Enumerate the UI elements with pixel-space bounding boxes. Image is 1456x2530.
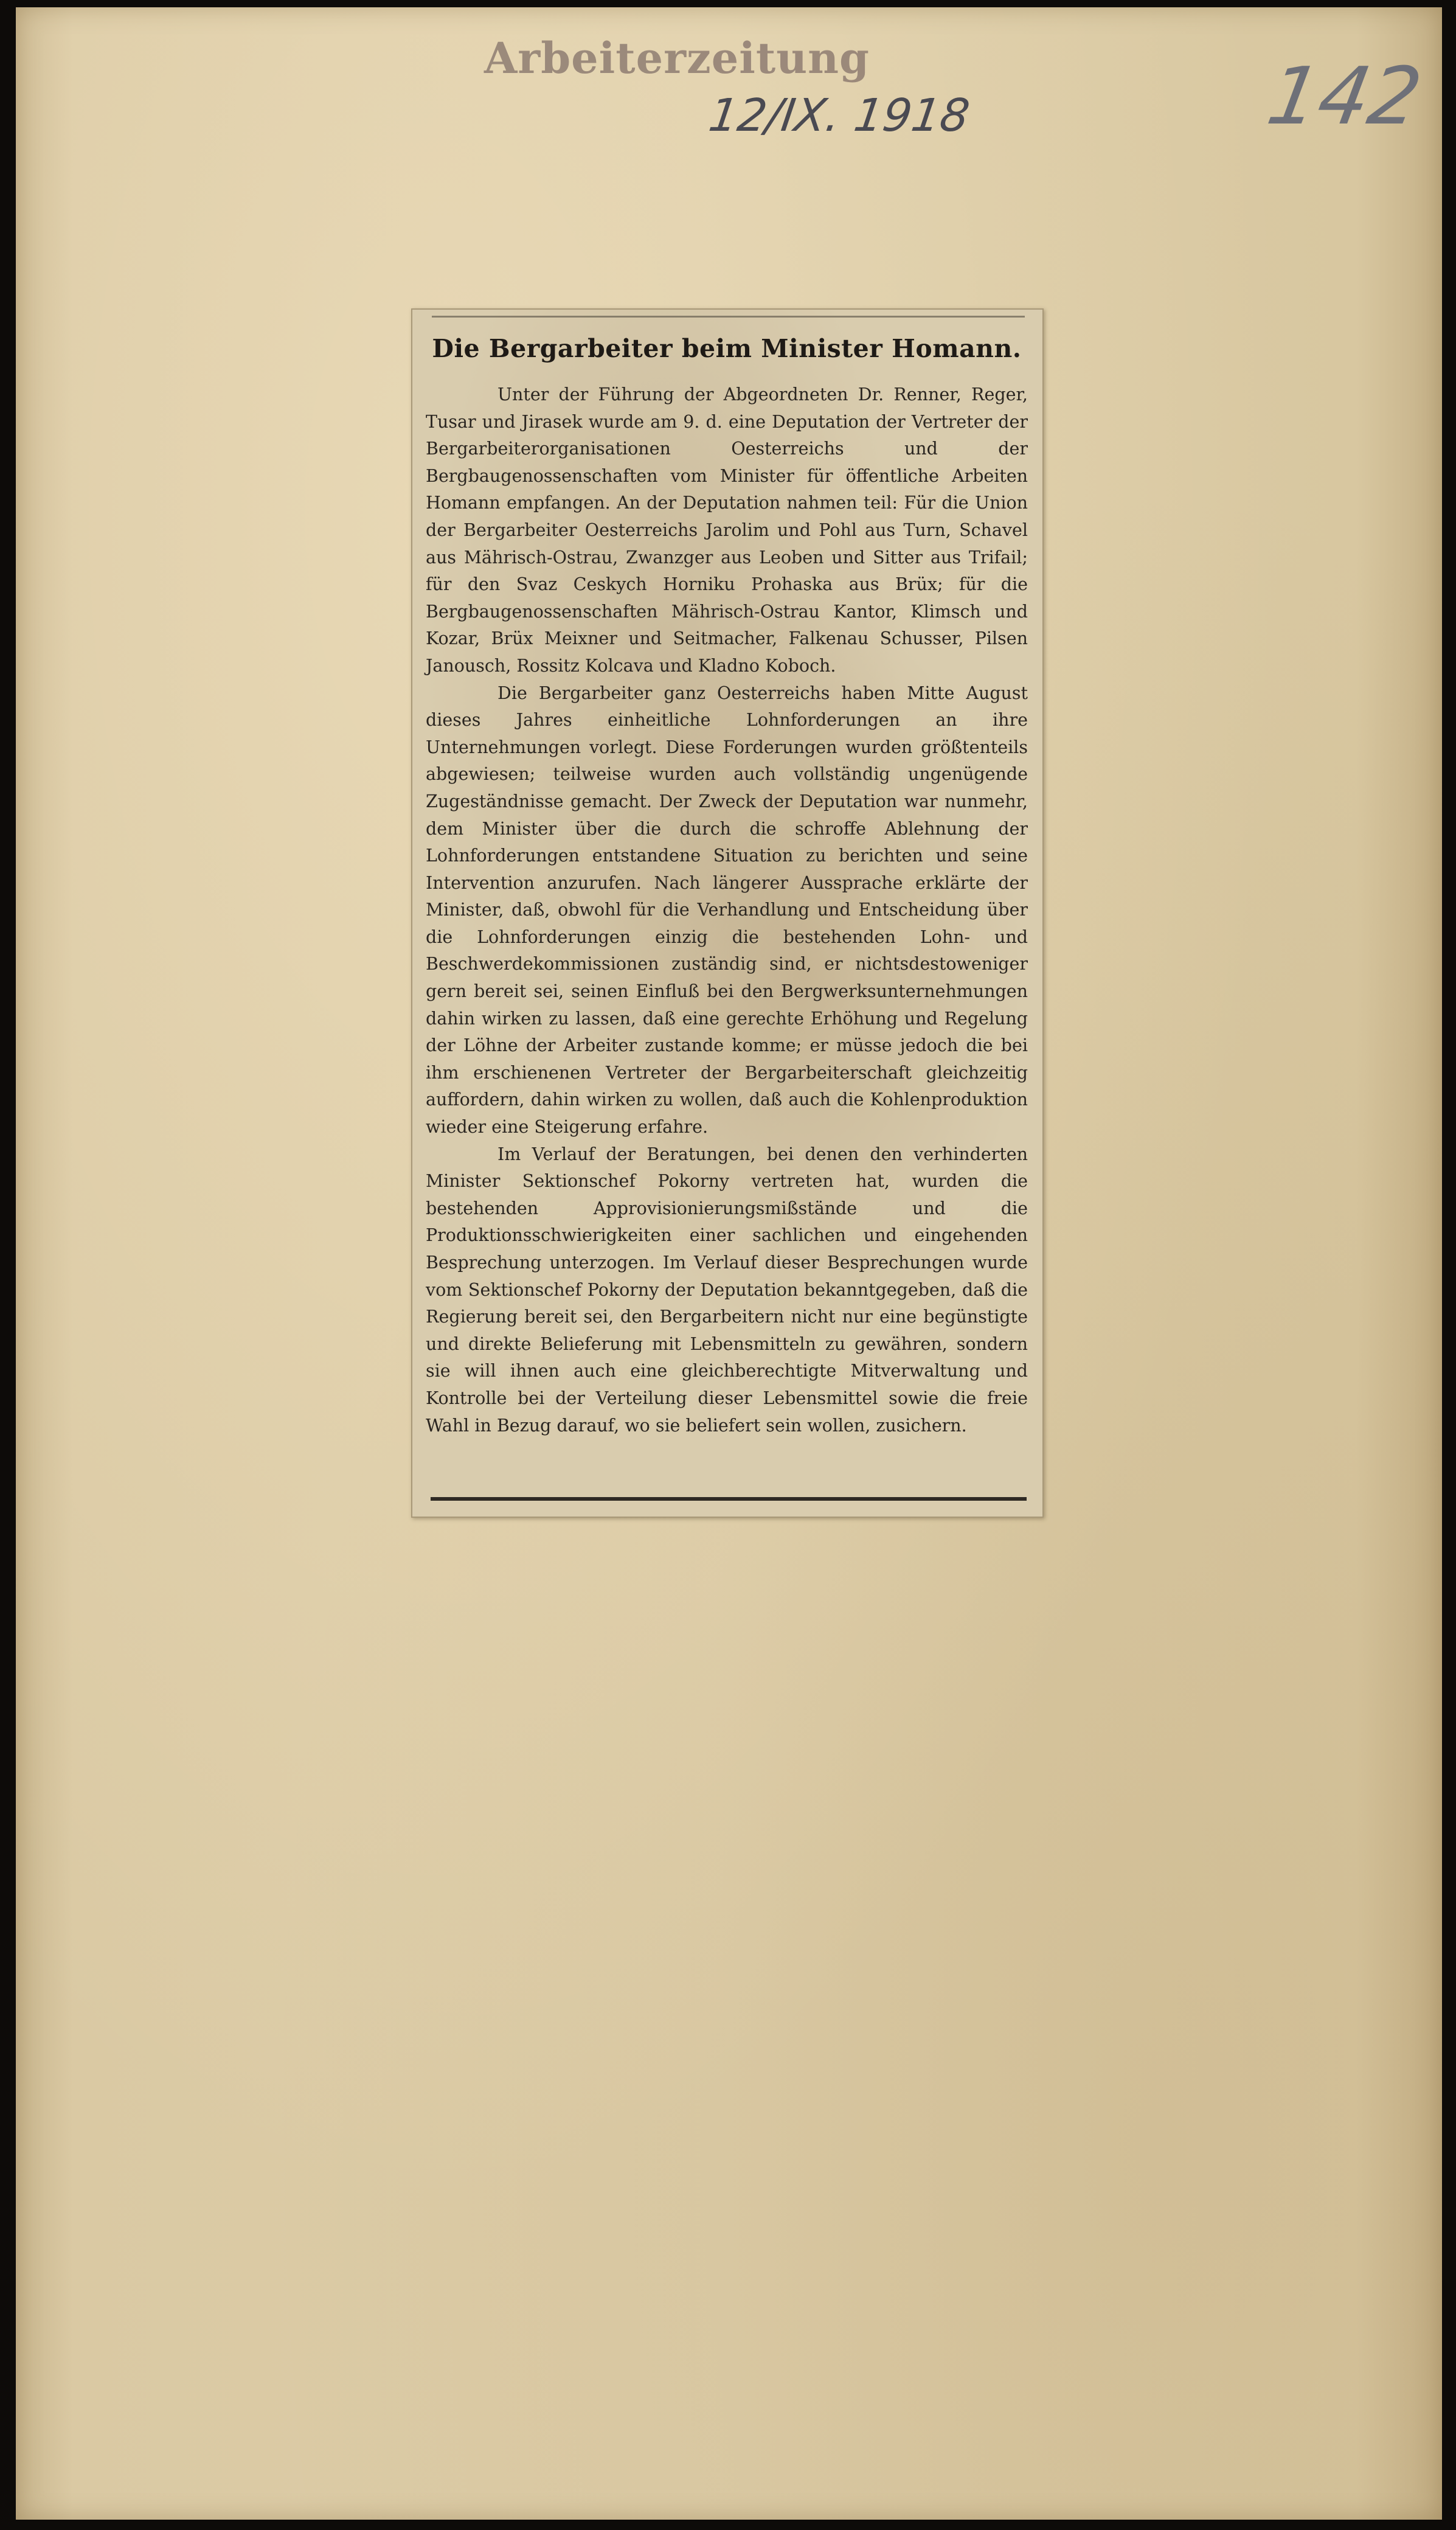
clipping-content (426, 334, 1028, 1502)
article-paragraph-3: Im Verlauf der Beratungen, bei denen den verhinderten Minister Sektionschef Pokorny vertreten hat, wurden die bestehenden Approvisionierungsmißstände und die Produktionsschwierigkeiten einer sachlichen und eingehenden Besprechung unterzogen. Im Verlauf dieser Besprechungen wurde vom Sektionschef Pokorny der Deputation bekanntgegeben, daß die Regierung bereit sei, den Bergarbeitern nicht nur eine begünstigte und direkte Belieferung mit Lebensmitteln zu gewähren, sondern sie will ihnen auch eine gleichberechtigte Mitverwaltung und Kontrolle bei der Verteilung dieser Lebensmittel sowie die freie Wahl in Bezug darauf, wo sie beliefert sein wollen, zusichern. (426, 1144, 1028, 1436)
newspaper-stamp: Arbeiterzeitung (484, 33, 870, 83)
newspaper-clipping (411, 308, 1044, 1518)
archive-sheet (16, 7, 1442, 2520)
article-paragraph-1: Unter der Führung der Abgeordneten Dr. Renner, Reger, Tusar und Jirasek wurde am 9. d. eine Deputation der Vertreter der Bergarbeiterorganisationen Oesterreichs und der Bergbaugenossenschaften vom Minister für öffentliche Arbeiten Homann empfangen. An der Deputation nahmen teil: Für die Union der Bergarbeiter Oesterreichs Jarolim und Pohl aus Turn, Schavel aus Mährisch-Ostrau, Zwanzger aus Leoben und Sitter aus Trifail; für den Svaz Ceskych Horniku Prohaska aus Brüx; für die Bergbaugenossenschaften Mährisch-Ostrau Kantor, Klimsch und Kozar, Brüx Meixner und Seitmacher, Falkenau Schusser, Pilsen Janousch, Rossitz Kolcava und Kladno Koboch. (426, 384, 1028, 676)
handwritten-page-number: 142 (1261, 50, 1429, 142)
article-body (426, 381, 1028, 1470)
article-headline: Die Bergarbeiter beim Minister Homann. (432, 334, 1022, 363)
handwritten-date: 12/IX. 1918 (705, 89, 973, 142)
top-rule (432, 316, 1025, 318)
bottom-rule (431, 1497, 1027, 1501)
article-paragraph-2: Die Bergarbeiter ganz Oesterreichs haben Mitte August dieses Jahres einheitliche Lohnforderungen an ihre Unternehmungen vorlegt. Diese Forderungen wurden größtenteils abgewiesen; teilweise wurden auch vollständig ungenügende Zugeständnisse gemacht. Der Zweck der Deputation war nunmehr, dem Minister über die durch die schroffe Ablehnung der Lohnforderungen entstandene Situation zu berichten und seine Intervention anzurufen. Nach längerer Aussprache erklärte der Minister, daß, obwohl für die Verhandlung und Entscheidung über die Lohnforderungen einzig die bestehenden Lohn- und Beschwerdekommissionen zuständig sind, er nichtsdestoweniger gern bereit sei, seinen Einfluß bei den Bergwerksunternehmungen dahin wirken zu lassen, daß eine gerechte Erhöhung und Regelung der Löhne der Arbeiter zustande komme; er müsse jedoch die bei ihm erschienenen Vertreter der Bergarbeiterschaft gleichzeitig auffordern, dahin wirken zu wollen, daß auch die Kohlenproduktion wieder eine Steigerung erfahre. (426, 683, 1028, 1138)
